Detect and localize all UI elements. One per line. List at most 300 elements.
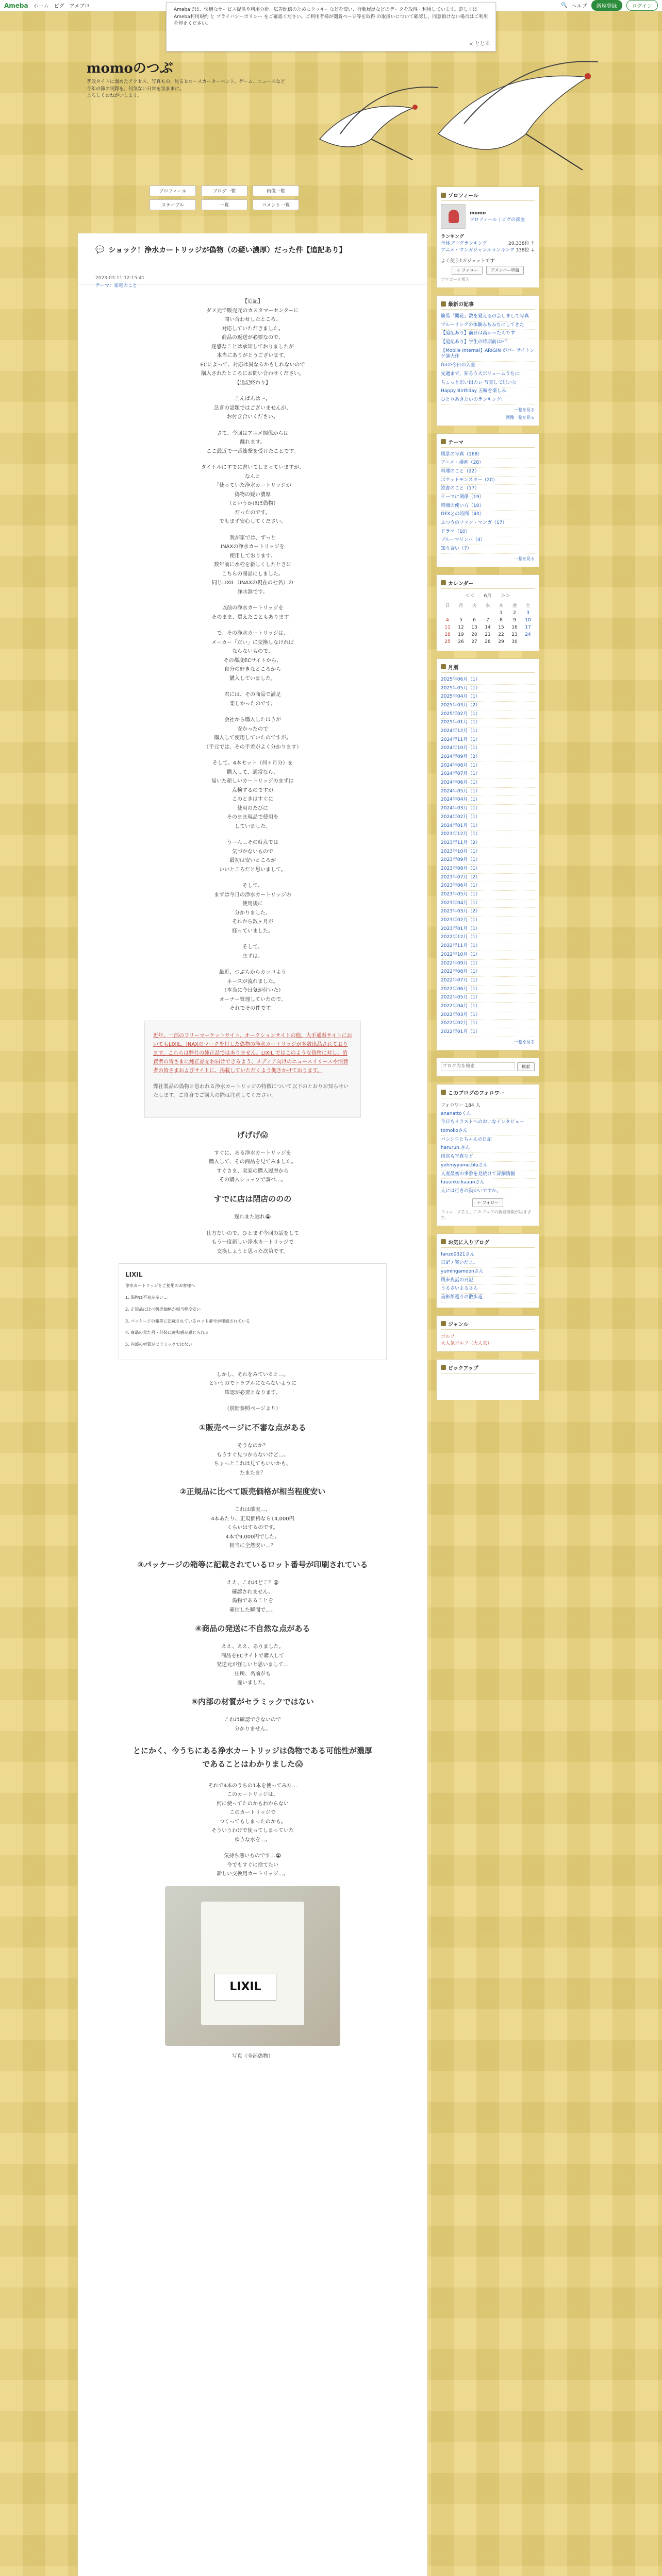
theme-link[interactable]: ふつうのファン・マンガ（17） [441,519,535,528]
follower-link[interactable]: tomokoさん [441,1127,535,1136]
calendar-icon [441,580,446,585]
article-line: 購入して使用していたのですが。 [214,735,291,741]
topbar-nav [34,2,90,9]
article-paragraph [109,690,396,708]
article-line: そして、4本セット（何ヶ月分）を [212,760,293,766]
archive-month-link[interactable]: 2024年11月（1） [441,736,535,745]
article-paragraph [109,716,396,752]
points-intro: （別冊参照ページより） [224,1406,281,1412]
calendar-day[interactable]: 29 [498,639,504,645]
article-line: このカートリッジで [229,1810,276,1816]
nav-profile-button[interactable]: プロフィール [150,185,196,196]
archive-month-link[interactable]: 2024年05月（1） [441,788,535,796]
nav-home[interactable]: ホーム [33,4,49,9]
article-line: たまたま？ [240,1470,266,1476]
nav-image-list-button[interactable]: 画像一覧 [253,185,299,196]
article-line: お付き合いください。 [227,414,278,420]
recent-article-link[interactable]: ひとりあきたいのランキング! [441,396,535,405]
article-line: 届いた新しいカートリッジのまずは [211,778,294,784]
calendar-day[interactable]: 15 [498,624,504,630]
article-line: 仕方ないので、ひとまず今回の話をして [206,1230,299,1236]
calendar-caption[interactable]: ＜＜ 6月 ＞＞ [465,593,510,599]
article-paragraph [109,1370,396,1398]
article-title[interactable]: ショック！浄水カートリッジが偽物（の疑い濃厚）だった件【追記あり】 [108,246,346,255]
archive-heading-label: 月別 [448,665,458,671]
article-line: 安かったので [237,726,268,732]
recent-icon [441,301,446,307]
calendar-day[interactable]: 6 [473,617,476,623]
genre-box [436,1315,539,1352]
sidebar [436,187,539,1408]
article-line: このカートリッジは、 [227,1792,278,1798]
crane-illustration-right [433,57,603,175]
archive-month-link[interactable]: 2023年10月（1） [441,848,535,857]
archive-month-link[interactable]: 2024年08月（1） [441,762,535,771]
calendar-day[interactable]: 11 [444,624,451,630]
calendar-day[interactable]: 14 [485,624,491,630]
article-line: しかし、それをみていると…。 [217,1371,289,1378]
article-line: くらいはするのです。 [227,1525,278,1531]
archive-month-link[interactable]: 2023年03月（2） [441,908,535,917]
calendar-day[interactable]: 8 [500,617,503,623]
theme-link[interactable]: 知り合い（7） [441,545,535,554]
follower-link[interactable]: yohmyyume.bluさん [441,1162,535,1171]
theme-link[interactable]: 風景の写真（168） [441,451,535,460]
article-line: 問い合わせしたところ、 [224,317,281,323]
article-line: ネースが流れました。 [227,978,278,985]
article-paragraph [109,968,396,1013]
cookie-close-button[interactable]: × とじる [469,41,490,47]
recent-article-link[interactable]: Gifの今日の入室 [441,362,535,370]
recent-article-link[interactable]: ちょっと思い出のレ 写真して思いな [441,379,535,388]
article-paragraph [109,1579,396,1615]
lixil-mail-title: LIXIL [125,1271,143,1278]
late-text: 遅れまた遅れ😭 [234,1214,271,1220]
theme-link[interactable]: ブルーマリンバ（4） [441,536,535,545]
recent-article-link[interactable]: 【Mobile Internal】ARIGIN がパーサイトンゲ演大作 [441,347,535,362]
article-paragraph [109,297,396,387]
article-line: 交換しようと思った次第です。 [217,1248,289,1255]
article-line: それで4本のうちの1本を使ってみた… [208,1783,297,1789]
follower-note: フォローすると、このブログの新着情報が届きます。 [441,1209,532,1220]
article-title-row [95,245,410,255]
follow-button[interactable]: ＋ フォロー [452,266,483,275]
archive-month-link[interactable]: 2023年04月（1） [441,900,535,908]
theme-link[interactable]: ドラマ（10） [441,528,535,537]
theme-link[interactable]: 料理のこと（22） [441,468,535,477]
article-line: もう一度新しい浄水カートリッジで [211,1240,294,1245]
genre-text[interactable]: ゴルフ [441,1334,455,1340]
archive-month-link[interactable]: 2025年01月（1） [441,719,535,727]
article-line: 購入されたところにお問い合わせください。 [201,371,304,377]
article-line: オーナー管理していたので、 [219,996,286,1003]
follower-link[interactable]: harurun.さん [441,1144,535,1153]
article-line: 違いました。 [237,1680,268,1686]
archive-month-link[interactable]: 2024年12月（1） [441,727,535,736]
article-paragraph [109,534,396,597]
follower-link[interactable]: 人には行きの動かいですか。 [441,1188,535,1196]
genre-text-2[interactable]: 大人気ゴルフ（大人気） [441,1341,492,1346]
article-line: ダメ元で販売元のカスタマーセンターに [206,308,299,314]
theme-link[interactable]: ポケットモンスター（20） [441,477,535,485]
follower-link[interactable]: 人妻最初の事象を見続けて詳細情報 [441,1171,535,1179]
search-box [436,1058,539,1077]
genre-heading-label: ジャンル [448,1321,469,1328]
archive-list [441,676,535,1037]
calendar-day[interactable]: 17 [525,624,531,630]
calendar-day [441,609,454,617]
archive-month-link[interactable]: 2023年01月（1） [441,925,535,934]
article-line: だったのです。 [235,510,271,516]
article-line: 何に使ってたのかもわからない [217,1801,289,1807]
help-link[interactable]: ヘルプ [571,4,587,9]
archive-month-link[interactable]: 2024年07月（1） [441,770,535,779]
profile-heading-label: プロフィール [448,193,478,199]
article-line: 使用後に [242,901,263,907]
ranking-section [441,233,535,253]
calendar-day[interactable]: 28 [485,639,491,645]
calendar-day[interactable]: 22 [498,632,504,637]
article-paragraph [109,1782,396,1845]
theme-link[interactable]: 時間の使い方（10） [441,502,535,511]
follower-link[interactable]: 今日もイラストへのおいなインタビュー [441,1118,535,1127]
article-line: すぐさま、実家の購入履歴から [217,1168,289,1174]
calendar-day[interactable]: 30 [511,639,518,645]
archive-month-link[interactable]: 2022年02月（1） [441,1020,535,1028]
archive-month-link[interactable]: 2022年11月（1） [441,942,535,951]
article-line: こんばんは〜。 [235,396,271,402]
point-2-heading: ②正規品に比べて販売価格が相当程度安い [179,1487,326,1497]
lixil-mail-line: 1. 偽物は不良が多い… [125,1295,168,1300]
article-paragraph [109,604,396,622]
profile-row [441,204,535,229]
pickup-heading-label: ピックアップ [448,1365,478,1371]
article-line: 確信した瞬間で…。 [229,1607,276,1613]
report-link[interactable]: ブロガーを報告 [441,277,470,282]
nav-comment-list-button[interactable]: コメント一覧 [253,199,299,210]
article-line: メーカー「だい」に交換しなければ [211,639,294,646]
article-paragraph [109,463,396,527]
archive-month-link[interactable]: 2024年01月（1） [441,822,535,831]
calendar-box [436,574,539,651]
article-line: ここ最近で一番衝撃を受けたことです。 [206,448,299,454]
recent-article-link[interactable]: 【追記あり】学生の時期前はHT [441,338,535,347]
genre-heading [441,1320,535,1330]
ameba-logo[interactable]: Ameba [4,2,28,9]
theme-link[interactable]: GFXとの時間（43） [441,511,535,519]
article-line: まずは、 [242,953,263,959]
archive-month-link[interactable]: 2022年01月（1） [441,1028,535,1037]
archive-month-link[interactable]: 2025年06月（1） [441,676,535,685]
calendar-day[interactable]: 1 [500,610,503,616]
pickup-box [436,1359,539,1400]
calendar-day[interactable]: 5 [459,617,462,623]
theme-list [441,451,535,554]
article-paragraph [109,1716,396,1734]
calendar-day[interactable]: 3 [526,610,529,616]
point-3-heading: ③パッケージの箱等に記載されているロット番号が印刷されている [137,1560,368,1569]
article-line: 気づかないもので [232,849,273,855]
article-line: でもまず安心してください。 [219,519,286,524]
archive-month-link[interactable]: 2024年02月（1） [441,814,535,822]
article-line: 迷惑なことは承知しておりましたが [211,344,294,350]
blog-search-input[interactable] [441,1062,515,1071]
follower-heading-label: このブログのフォロワー [448,1090,505,1096]
article-line: 離れます。 [240,439,266,445]
article-paragraph [109,943,396,961]
favorite-blog-link[interactable]: fanzo0321さん [441,1251,535,1260]
archive-month-link[interactable]: 2023年11月（2） [441,839,535,848]
theme-link[interactable]: テーマに関係（19） [441,494,535,502]
article-line: 4本で9,000円でした。 [225,1534,280,1540]
archive-month-link[interactable]: 2022年10月（1） [441,951,535,960]
article-line: これは確認できないので [224,1717,281,1723]
article-line: していました。 [235,823,271,829]
article-line: 自分の好きなところから [224,667,281,672]
archive-month-link[interactable]: 2024年10月（1） [441,744,535,753]
calendar-dow: 日 [445,603,450,608]
article-line: 購入して、通常なら、 [227,769,278,775]
search-icon[interactable]: 🔍 [561,3,568,8]
archive-month-link[interactable]: 2022年12月（1） [441,934,535,942]
profile-icon [441,193,446,198]
archive-month-link[interactable]: 2025年04月（1） [441,693,535,702]
calendar-day [454,609,468,617]
calendar-day[interactable]: 20 [471,632,477,637]
nav-theme-button[interactable]: ステーブル [150,199,196,210]
follower-count[interactable]: フォロワー 184 人 [441,1103,481,1108]
archive-month-link[interactable]: 2023年05月（1） [441,891,535,900]
archive-month-link[interactable]: 2024年06月（1） [441,779,535,788]
archive-month-link[interactable]: 2025年05月（1） [441,685,535,693]
calendar-day [468,609,481,617]
lixil-notice-text: 近年、一部のフリーマーケットサイト、オークションサイトの他、大手通販サイトにおいてもLIXIL、INAXのマークを付した偽物の浄水カートリッジが多数出品されております。これらは弊社の純正品ではありません。LIXIL ではこのような偽物に対し、消費者の皆さまに純正品をお届けできるよう、メディア向けのニュースリリースや消費者の皆さまおよびサイトに、掲載していただくよう働きかけております。 [153,1032,352,1074]
article-line: 点検するのですが [232,787,273,793]
calendar-heading-label: カレンダー [448,581,474,587]
article-line: 購入していました。 [229,675,276,682]
ranking-label[interactable]: アニメ・マンガジャンルランキング [441,248,515,253]
lixil-label: LIXIL [214,1974,276,2001]
recent-article-link[interactable]: 先週まで、知ろう大ボリュームうちに [441,370,535,379]
calendar-day[interactable]: 7 [486,617,489,623]
cartridge-photo [165,1886,340,2046]
follower-list [441,1110,535,1196]
calendar-day[interactable]: 27 [471,639,477,645]
calendar-dow: 火 [472,603,477,608]
archive-month-link[interactable]: 2022年07月（1） [441,977,535,986]
article-line: いいところだと思いまして。 [219,867,286,873]
article-line: 住所、名前がも [235,1671,271,1677]
recent-more-link[interactable]: 一覧を見る [514,407,535,412]
calendar-dow: 水 [485,603,490,608]
calendar-day[interactable]: 24 [525,632,531,637]
article-line: 使用のたびに [237,805,268,811]
archive-month-link[interactable]: 2025年02月（1） [441,710,535,719]
calendar-day[interactable]: 12 [458,624,464,630]
calendar-day[interactable]: 13 [471,624,477,630]
profile-name[interactable]: momo [470,210,486,216]
archive-month-link[interactable]: 2022年06月（1） [441,986,535,994]
calendar-day[interactable]: 26 [458,639,464,645]
recent-list [441,313,535,405]
favorite-blogs-box [436,1233,539,1308]
point-4-heading: ④商品の発送に不自然な点がある [195,1624,310,1634]
recent-image-more-link[interactable]: 画像一覧を見る [506,415,535,420]
follower-link[interactable]: fuuunko.kaaunさん [441,1179,535,1188]
article-line: 【追記終わり】 [235,380,271,386]
archive-month-link[interactable]: 2023年02月（1） [441,917,535,925]
article-container [77,233,428,2576]
favorite-heading-label: お気に入りブログ [448,1240,489,1246]
archive-month-link[interactable]: 2024年04月（1） [441,796,535,805]
recent-heading-label: 最新の記事 [448,302,474,308]
amember-button[interactable]: アメンバー申請 [486,266,524,275]
follower-link[interactable]: ananattoくん [441,1110,535,1119]
article-line: ええ、ええ、ありました。 [221,1644,284,1650]
genre-icon [441,1321,446,1326]
favorite-blog-link[interactable]: うるさいよるさん [441,1285,535,1294]
lixil-notice-image [144,1021,361,1118]
archive-month-link[interactable]: 2023年08月（1） [441,865,535,874]
article-line: INAXの浄水カートリッジを [221,544,285,550]
ranking-row [441,240,535,246]
theme-more-link[interactable]: 一覧を見る [514,556,535,561]
article-line: それから数ヶ月が [232,919,273,925]
archive-month-link[interactable]: 2024年03月（1） [441,805,535,814]
calendar-day[interactable]: 9 [513,617,516,623]
nav-ameblo[interactable]: アメブロ [69,4,90,9]
pickup-heading [441,1364,535,1374]
article-date: 2023-03-11 12:15:41 [95,276,145,281]
archive-month-link[interactable]: 2022年09月（1） [441,960,535,969]
favorite-blog-link[interactable]: 風来夜話の日記 [441,1277,535,1285]
article-line: 会社から購入したほうが [224,717,281,723]
article-line: ゆうな水を…。 [235,1837,271,1843]
article-line: 浄水器です。 [237,589,268,595]
article-line: ええ、これはどこ？😩 [226,1580,279,1586]
login-button[interactable]: ログイン [626,0,658,11]
article-line: 同じLIXIL（INAXの現在の社名）の [211,580,293,586]
ranking-label[interactable]: 全体ブログランキング [441,241,487,246]
calendar-day[interactable]: 2 [513,610,516,616]
follower-heading [441,1089,535,1098]
article-line: そういうわけで使ってしまっていた [211,1828,294,1834]
article-line: 使用しております。 [229,553,276,559]
favorite-blog-link[interactable]: 日記 / 笑いだよ。 [441,1259,535,1268]
article-line: なんと [245,473,260,480]
calendar-table [441,601,535,646]
article-line: 気持ち悪いものです…😭 [224,1853,282,1859]
calendar-day[interactable]: 18 [444,632,451,637]
article-line: で、その浄水カートリッジは、 [217,631,289,636]
calendar-dow: 金 [512,603,517,608]
article-line: うーん…その時点では [227,840,278,845]
archive-month-link[interactable]: 2022年04月（1） [441,1003,535,1011]
favorite-blog-link[interactable]: 美術館巡りの散歩道 [441,1294,535,1302]
article-paragraph [109,1442,396,1478]
lixil-notice-text-2: 弊社製品の偽物と思われる浄水カートリッジの特徴について以下のとおりお知らせいたします。ご自身でご購入の際は注意してください。 [153,1083,349,1098]
nav-list-button[interactable]: 一覧 [201,199,247,210]
article-paragraph [109,759,396,831]
archive-month-link[interactable]: 2025年03月（2） [441,702,535,710]
follower-link[interactable]: 雨宮も写真など [441,1153,535,1162]
follower-icon [441,1090,446,1095]
calendar-day[interactable]: 4 [446,617,449,623]
article-theme[interactable]: テーマ：家電のこと [95,283,138,289]
article-line: もうすぐ見つからないけど…。 [217,1452,289,1458]
profile-sub-links[interactable]: プロフィール｜ピグの部屋 [470,217,525,223]
ranking-value: 20,338位 ↑ [508,241,535,246]
recent-heading [441,300,535,310]
favorite-blog-link[interactable]: yumingamoonさん [441,1268,535,1277]
article-line: さて、今回はアニメ関係からは [217,430,289,436]
archive-month-link[interactable]: 2023年07月（2） [441,874,535,883]
recent-article-link[interactable]: 【追記あり】前日は高かったんです [441,330,535,338]
archive-more-link[interactable]: 一覧を見る [514,1039,535,1044]
conclusion-text: とにかく、今うちにある浄水カートリッジは偽物である可能性が濃厚であることはわかりました😱 [133,1746,373,1769]
archive-month-link[interactable]: 2023年12月（1） [441,831,535,839]
archive-icon [441,664,446,669]
signup-button[interactable]: 新規登録 [591,0,622,11]
article-paragraph [109,1505,396,1551]
theme-link[interactable]: アニメ・漫画（28） [441,459,535,468]
archive-month-link[interactable]: 2022年05月（1） [441,994,535,1003]
archive-month-link[interactable]: 2023年09月（1） [441,856,535,865]
calendar-day[interactable]: 19 [458,632,464,637]
article-line: 商品をECサイトで購入して [221,1653,285,1659]
archive-month-link[interactable]: 2022年03月（1） [441,1011,535,1020]
article-line: ちょっとこれは見てもいいかも、 [214,1461,291,1467]
favorite-list [441,1251,535,1302]
ranking-row [441,246,535,253]
article-line: 最近、つぶらからカッコよう [219,970,286,975]
recent-article-link[interactable]: 簡易「開花」数を覚えるの会しまして写真 [441,313,535,321]
avatar[interactable] [441,204,466,229]
calendar-day[interactable]: 23 [511,632,518,637]
archive-month-link[interactable]: 2024年09月（2） [441,753,535,762]
calendar-day[interactable]: 10 [525,617,531,623]
archive-month-link[interactable]: 2023年06月（1） [441,882,535,891]
archive-month-link[interactable]: 2022年08月（1） [441,968,535,977]
ranking-title: ランキング [441,234,464,240]
article-line: そのまま、買えたこともあります。 [211,614,294,620]
calendar-day[interactable]: 21 [485,632,491,637]
calendar-day[interactable]: 25 [444,639,451,645]
calendar-day[interactable]: 16 [511,624,518,630]
calendar-dow: 土 [525,603,531,608]
ranking-value: 338位 ↓ [516,248,535,253]
recent-article-link[interactable]: Happy Birthday 五輪を楽しみ [441,387,535,396]
article-line: そのまま現品で使用を [227,815,278,820]
article-line: というのでトラブルにならないように [209,1381,296,1387]
article-line: タイトルにすでに書いてしまっていますが、 [201,465,305,470]
blog-title[interactable]: momoのつぶ [87,61,173,76]
shop-closed-text: すでに店は閉店ののの [213,1194,292,1204]
follower-link[interactable]: バンシロとちゃんの日記 [441,1136,535,1145]
nav-pigg[interactable]: ピグ [54,4,64,9]
follower-follow-button[interactable]: ＋ フォロー [472,1198,503,1207]
theme-link[interactable]: 読書のこと（17） [441,485,535,494]
article-line: 新しい交換用カートリッジ…。 [217,1871,289,1877]
article-line: ならないもので、 [232,649,273,654]
calendar-dow: 木 [499,603,504,608]
cookie-notice-text: Amebaでは、快適なサービス提供や利用分析、広告配信のためにクッキーなどを使い、行動履歴などのデータを取得・利用しています。詳しくは Ameba利用規約 と プライバシーポリシー をご確認ください。ご利用者様が閲覧ページ等を取得 の取扱いについて確認し、同意頂けない場合はご利用を停止ください。 [174,7,488,26]
article-line: （本当に今日気が付いた） [222,988,284,993]
article-line: 楽しかったのです。 [229,701,276,707]
blog-search-button[interactable]: 検索 [517,1062,535,1071]
nav-blog-list-button[interactable]: ブログ一覧 [201,185,247,196]
recent-article-link[interactable]: ブルーリングの体験みちみちにしてきた [441,321,535,330]
